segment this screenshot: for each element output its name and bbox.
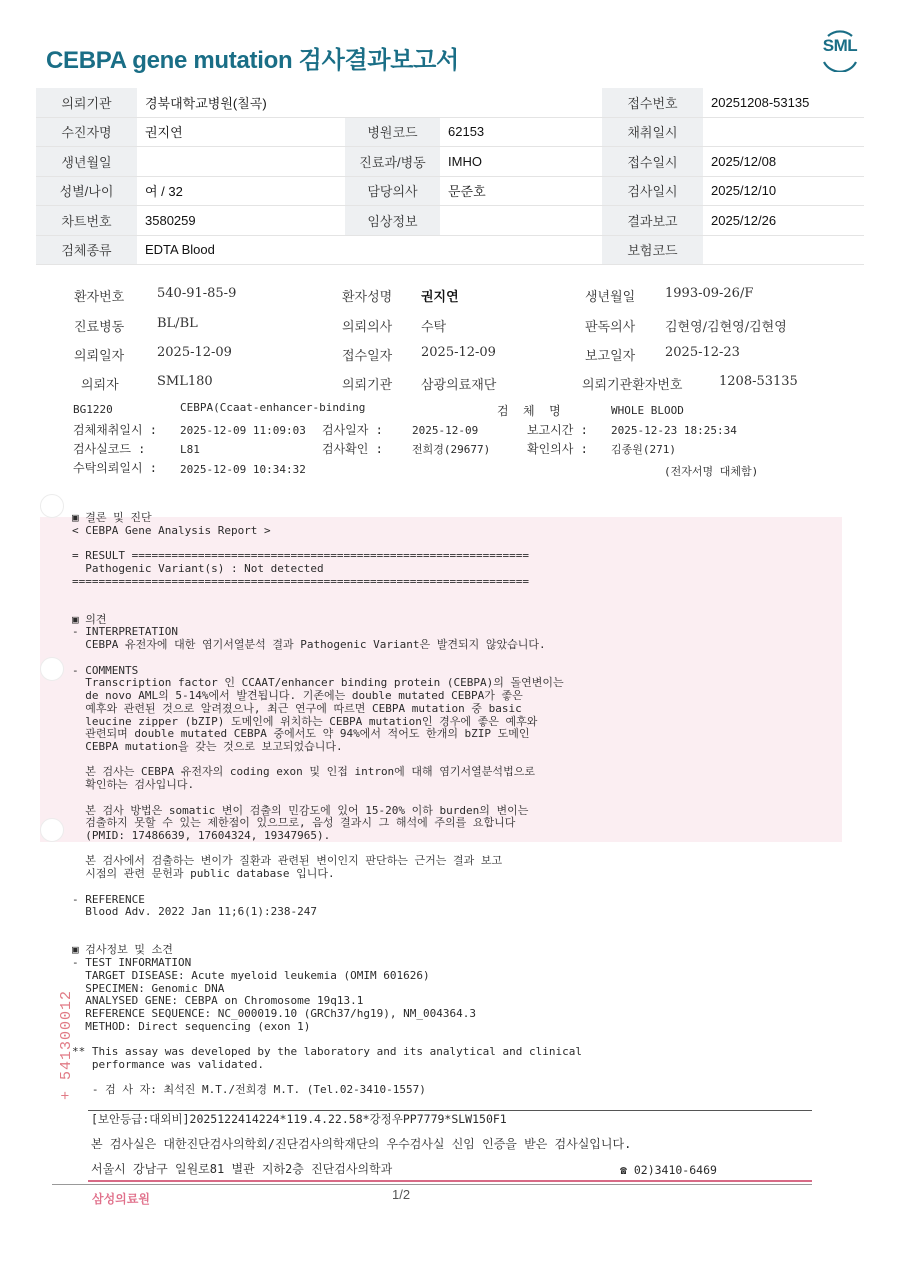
- value-department: IMHO: [440, 147, 602, 177]
- report-line: 본 검사에서 검출하는 변이가 질환과 관련된 변이인지 판단하는 근거는 결과 보고: [72, 854, 503, 868]
- patient-label-birth: 생년월일: [585, 290, 636, 305]
- report-line: = RESULT ============================================================: [72, 549, 529, 563]
- label-doctor: 담당의사: [345, 176, 440, 206]
- order-value: 2025-12-09 10:34:32: [180, 463, 306, 476]
- value-test-date: 2025/12/10: [703, 176, 864, 206]
- logo-text: SML: [822, 36, 858, 55]
- report-line: - TEST INFORMATION: [72, 956, 192, 970]
- header-info-table: [36, 88, 864, 265]
- label-requesting-org: 의뢰기관: [36, 88, 137, 117]
- room-value: L81: [180, 443, 200, 456]
- label-receipt-number: 접수번호: [602, 88, 703, 117]
- patient-label-org: 의뢰기관: [342, 378, 393, 393]
- label-clinical-info: 임상정보: [345, 206, 440, 236]
- specimen-code: BG1220: [73, 403, 113, 416]
- value-specimen-type: EDTA Blood: [137, 235, 602, 265]
- report-line: (PMID: 17486639, 17604324, 19347965).: [72, 829, 331, 842]
- report-line: 본 검사 방법은 somatic 변이 검출의 민감도에 있어 15-20% 이하 burden의 변이는: [72, 803, 529, 817]
- value-requesting-org: 경북대학교병원(칠곡): [137, 88, 602, 117]
- report-line: 관련되며 double mutated CEBPA 중에서도 약 94%에서 적어도 한개의 bZIP 도메인: [72, 727, 530, 741]
- report-line: ▣ 검사정보 및 소견: [72, 943, 173, 957]
- value-receipt-date: 2025/12/08: [703, 147, 864, 177]
- report-title: CEBPA gene mutation 검사결과보고서: [46, 47, 459, 74]
- patient-value-org: 삼광의료재단: [421, 378, 497, 393]
- report-line: METHOD: Direct sequencing (exon 1): [72, 1019, 311, 1033]
- footer-phone: ☎ 02)3410-6469: [620, 1163, 717, 1177]
- label-result-report: 결과보고: [602, 206, 703, 236]
- report-line: SPECIMEN: Genomic DNA: [72, 981, 225, 995]
- test-date-label: 검사일자 :: [322, 423, 383, 437]
- doctor-value: 김종원(271): [611, 443, 676, 456]
- patient-label-receipt-date: 접수일자: [342, 349, 393, 364]
- report-line: 본 검사는 CEBPA 유전자의 coding exon 및 인접 intron에 대해 염기서열분석법으로: [72, 765, 535, 779]
- report-line: - INTERPRETATION: [72, 625, 178, 639]
- report-line: de novo AML의 5-14%에서 발견됩니다. 기존에는 double mutated CEBPA가 좋은: [72, 689, 523, 703]
- patient-label-ward: 진료병동: [74, 320, 125, 335]
- report-line: 시점의 관련 문헌과 public database 입니다.: [72, 867, 335, 881]
- patient-value-name: 권지연: [421, 290, 459, 305]
- patient-value-requester: 수탁: [421, 320, 447, 335]
- collect-value: 2025-12-09 11:09:03: [180, 424, 306, 437]
- report-line: Transcription factor 인 CCAAT/enhancer binding protein (CEBPA)의 돌연변이는: [72, 676, 564, 690]
- patient-label-report-date: 보고일자: [585, 349, 636, 364]
- value-collection-time: [703, 117, 864, 147]
- patient-value-birth: 1993-09-26/F: [665, 286, 754, 301]
- label-specimen-type: 검체종류: [36, 235, 137, 265]
- report-time-label: 보고시간 :: [527, 423, 588, 437]
- punch-hole: [40, 818, 64, 842]
- sml-logo: [816, 28, 864, 74]
- test-date-value: 2025-12-09: [412, 424, 479, 437]
- side-serial-number: + 541300012: [58, 990, 75, 1101]
- value-patient-name: 권지연: [137, 117, 345, 147]
- patient-value-org-patient-no: 1208-53135: [719, 374, 798, 389]
- doctor-label: 확인의사 :: [527, 442, 588, 456]
- header-row-1: [36, 88, 864, 117]
- room-label: 검사실코드 :: [73, 442, 146, 456]
- confirm-label: 검사확인 :: [322, 442, 383, 456]
- patient-value-receipt-date: 2025-12-09: [421, 345, 496, 360]
- report-line: CEBPA 유전자에 대한 염기서열분석 결과 Pathogenic Variant은 발견되지 않았습니다.: [72, 638, 546, 652]
- report-line: - COMMENTS: [72, 663, 139, 677]
- collect-label: 검체채취일시 :: [73, 423, 158, 437]
- specimen-label: 검 체 명: [497, 404, 561, 418]
- value-hospital-code: 62153: [440, 117, 602, 147]
- punch-hole: [40, 657, 64, 681]
- footer-security: [보안등급:대외비]2025122414224*119.4.22.58*강정우PP7779*SLW150F1: [91, 1112, 507, 1126]
- patient-label-reader: 판독의사: [585, 320, 636, 335]
- patient-label-requester-code: 의뢰자: [81, 378, 119, 393]
- report-line: ▣ 의견: [72, 612, 107, 626]
- value-insurance-code: [703, 235, 864, 265]
- footer-pink-line: [88, 1180, 812, 1182]
- label-sex-age: 성별/나이: [36, 176, 137, 206]
- patient-value-ward: BL/BL: [157, 316, 198, 331]
- patient-value-reader: 김현영/김현영/김현영: [665, 320, 787, 335]
- header-row-2: [36, 117, 864, 147]
- value-receipt-number: 20251208-53135: [703, 88, 864, 117]
- value-clinical-info: [440, 206, 602, 236]
- hospital-logo: 삼성의료원: [92, 1192, 150, 1206]
- label-collection-time: 채취일시: [602, 117, 703, 147]
- patient-label-org-patient-no: 의뢰기관환자번호: [582, 378, 683, 393]
- specimen-test-name: CEBPA(Ccaat-enhancer-binding: [180, 401, 366, 414]
- report-line: REFERENCE SEQUENCE: NC_000019.10 (GRCh37/hg19), NM_004364.3: [72, 1007, 476, 1021]
- label-birth-date: 생년월일: [36, 147, 137, 177]
- order-label: 수탁의뢰일시 :: [73, 461, 158, 475]
- report-line: 검출하지 못할 수 있는 제한점이 있으므로, 음성 결과시 그 해석에 주의를 요합니다: [72, 816, 516, 830]
- page-number: 1/2: [392, 1187, 411, 1202]
- patient-value-request-date: 2025-12-09: [157, 345, 232, 360]
- value-sex-age: 여 / 32: [137, 176, 345, 206]
- report-line: Pathogenic Variant(s) : Not detected: [72, 561, 324, 575]
- label-insurance-code: 보험코드: [602, 235, 703, 265]
- header-row-4: [36, 176, 864, 206]
- value-doctor: 문준호: [440, 176, 602, 206]
- report-line: - 검 사 자: 최석진 M.T./전희경 M.T. (Tel.02-3410-1557): [72, 1083, 426, 1097]
- report-line: =====================================================================: [72, 574, 529, 588]
- report-time-value: 2025-12-23 18:25:34: [611, 424, 737, 437]
- header-row-3: [36, 147, 864, 177]
- report-line: 확인하는 검사입니다.: [72, 778, 195, 792]
- patient-label-request-date: 의뢰일자: [74, 349, 125, 364]
- footer-divider-top: [88, 1110, 812, 1111]
- label-chart-number: 차트번호: [36, 206, 137, 236]
- punch-hole: [40, 494, 64, 518]
- footer-divider-bottom: [52, 1184, 812, 1185]
- footer-certification: 본 검사실은 대한진단검사의학회/진단검사의학재단의 우수검사실 신임 인증을 받은 검사실입니다.: [91, 1137, 632, 1151]
- report-line: ** This assay was developed by the laboratory and its analytical and clinical: [72, 1045, 582, 1059]
- report-line: TARGET DISEASE: Acute myeloid leukemia (OMIM 601626): [72, 968, 430, 982]
- patient-label-name: 환자성명: [342, 290, 393, 305]
- report-line: performance was validated.: [72, 1057, 265, 1071]
- label-patient-name: 수진자명: [36, 117, 137, 147]
- patient-label-id: 환자번호: [74, 290, 125, 305]
- label-hospital-code: 병원코드: [345, 117, 440, 147]
- specimen-value: WHOLE BLOOD: [611, 404, 684, 417]
- value-result-report: 2025/12/26: [703, 206, 864, 236]
- report-line: < CEBPA Gene Analysis Report >: [72, 523, 271, 537]
- patient-value-id: 540-91-85-9: [157, 286, 237, 301]
- value-birth-date: [137, 147, 345, 177]
- confirm-value: 전희경(29677): [412, 443, 491, 456]
- label-receipt-date: 접수일시: [602, 147, 703, 177]
- esign-note: (전자서명 대체함): [664, 465, 759, 478]
- report-line: 예후와 관련된 것으로 알려졌으나, 최근 연구에 따르면 CEBPA mutation 중 basic: [72, 701, 522, 715]
- report-line: leucine zipper (bZIP) 도메인에 위치하는 CEBPA mutation인 경우에 좋은 예후와: [72, 714, 538, 728]
- report-line: CEBPA mutation을 갖는 것으로 보고되었습니다.: [72, 739, 343, 753]
- report-line: ANALYSED GENE: CEBPA on Chromosome 19q13.1: [72, 994, 364, 1008]
- report-line: Blood Adv. 2022 Jan 11;6(1):238-247: [72, 905, 318, 919]
- report-line: - REFERENCE: [72, 892, 145, 906]
- patient-value-report-date: 2025-12-23: [665, 345, 740, 360]
- patient-value-requester-code: SML180: [157, 374, 213, 389]
- label-department: 진료과/병동: [345, 147, 440, 177]
- value-chart-number: 3580259: [137, 206, 345, 236]
- patient-label-requester: 의뢰의사: [342, 320, 393, 335]
- header-row-6: [36, 235, 864, 265]
- label-test-date: 검사일시: [602, 176, 703, 206]
- report-line: ▣ 결론 및 진단: [72, 511, 152, 524]
- header-row-5: [36, 206, 864, 236]
- footer-address: 서울시 강남구 일원로81 별관 지하2층 진단검사의학과: [91, 1162, 393, 1176]
